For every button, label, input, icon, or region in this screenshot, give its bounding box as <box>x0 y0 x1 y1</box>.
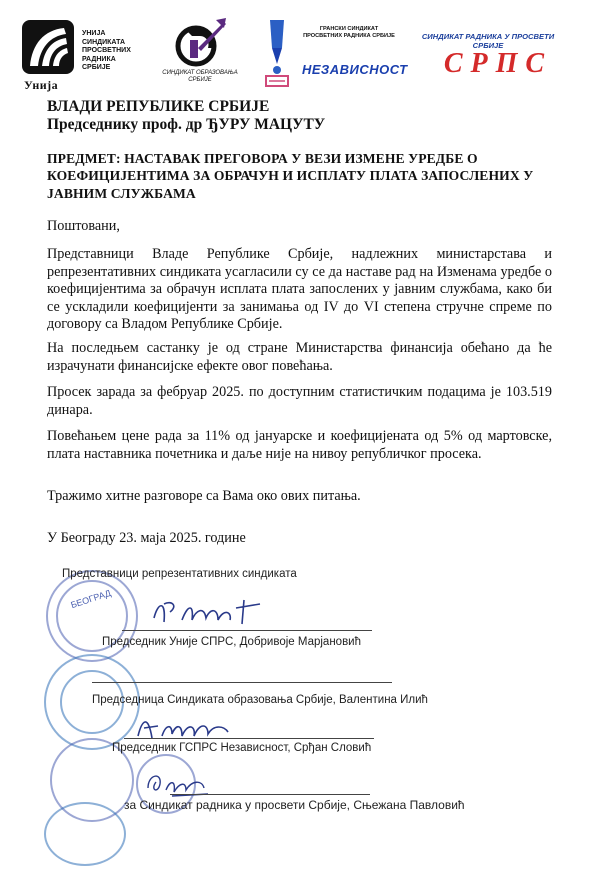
recipient-line-1: ВЛАДИ РЕПУБЛИКЕ СРБИЈЕ <box>47 98 270 115</box>
logo-unija <box>22 14 140 90</box>
gsprs-title <box>298 26 400 39</box>
signer-line: Председник Уније СПРС, Добривоје Марјановић <box>102 636 362 648</box>
unija-wordmark: Унија <box>24 78 59 92</box>
srps-line2: СРБИЈЕ <box>472 41 504 50</box>
signer-line: за Синдикат радника у просвети Србије, Сњежана Павловић <box>124 798 465 812</box>
signature-line <box>122 630 372 631</box>
sos-caption <box>150 70 250 84</box>
gsprs-name: НЕЗАВИСНОСТ <box>302 62 408 77</box>
logo-gsprs <box>258 16 408 92</box>
unija-emblem-icon <box>22 20 74 74</box>
recipient-line-2: Председнику проф. др ЂУРУ МАЦУТУ <box>47 116 326 133</box>
signature-line <box>124 738 374 739</box>
subject-line: ПРЕДМЕТ: НАСТАВАК ПРЕГОВОРА У ВЕЗИ ИЗМЕНЕ УРЕДБЕ О КОЕФИЦИЈЕНТИМА ЗА ОБРАЧУН И ИСПЛАТУ ПЛАТА ЗАПОСЛЕНИХ У ЈАВНИМ СЛУЖБАМА <box>47 151 534 201</box>
unija-line: РАДНИКА <box>82 55 116 63</box>
unija-line: СИНДИКАТА <box>82 38 126 46</box>
gsprs-line: ГРАНСКИ СИНДИКАТ <box>319 26 379 32</box>
paragraph: Тражимо хитне разговоре са Вама око ових питања. <box>47 488 361 504</box>
sos-caption-line: СИНДИКАТ ОБРАЗОВАЊА <box>162 70 238 76</box>
logo-sos <box>150 18 250 92</box>
signer-line: Председник ГСПРС Независност, Срђан Словић <box>112 742 372 754</box>
srps-wordmark: СРПС <box>443 48 553 79</box>
stamp-seal <box>44 802 126 866</box>
unija-line: УНИЈА <box>82 30 106 37</box>
stamp-text: БЕОГРАД <box>69 587 113 611</box>
paragraph: На последњем састанку је од стране Министарства финансија обећано да ће израчунати финансијске ефекте овог повећања. <box>47 340 552 374</box>
unija-line: СРБИЈЕ <box>82 64 111 72</box>
greeting: Поштовани, <box>47 218 120 234</box>
paragraph: Повећањем цене рада за 11% од јануарске и коефицијената од 5% од мартовске, плата наставника почетника и даље није на нивоу републичког просека. <box>47 428 552 462</box>
srps-line1: СИНДИКАТ РАДНИКА У ПРОСВЕТИ <box>421 32 555 41</box>
signatures-heading: Представници репрезентативних синдиката <box>62 568 297 580</box>
logo-srps <box>398 24 578 84</box>
signature-line <box>92 682 392 683</box>
gsprs-line: ПРОСВЕТНИХ РАДНИКА СРБИЈЕ <box>303 32 395 39</box>
sos-emblem-icon <box>168 18 228 70</box>
paragraph: Просек зарада за фебруар 2025. по доступним статистичким подацима је 103.519 динара. <box>47 384 552 418</box>
unija-line: ПРОСВЕТНИХ <box>82 47 131 55</box>
signer-line: Председница Синдиката образовања Србије, Валентина Илић <box>92 694 428 706</box>
unija-title-lines <box>82 30 131 73</box>
signature-line <box>170 794 370 795</box>
signature-block <box>40 558 560 870</box>
handwritten-signature-1 <box>148 594 278 630</box>
paragraph: Представници Владе Републике Србије, надлежних министарстава и репрезентативних синдиката усагласили су се да наставе рад на Изменама уредбе о коефицијентима за обрачун исплата плата запослених у јавним службама, како би се ускладили коефицијенти за занимања од IV до VI степена стручне спреме по договору са Владом Републике Србије. <box>47 246 552 333</box>
date-line: У Београду 23. маја 2025. године <box>47 530 246 546</box>
sos-caption-line: СРБИЈЕ <box>188 77 212 83</box>
pen-icon <box>264 18 290 88</box>
